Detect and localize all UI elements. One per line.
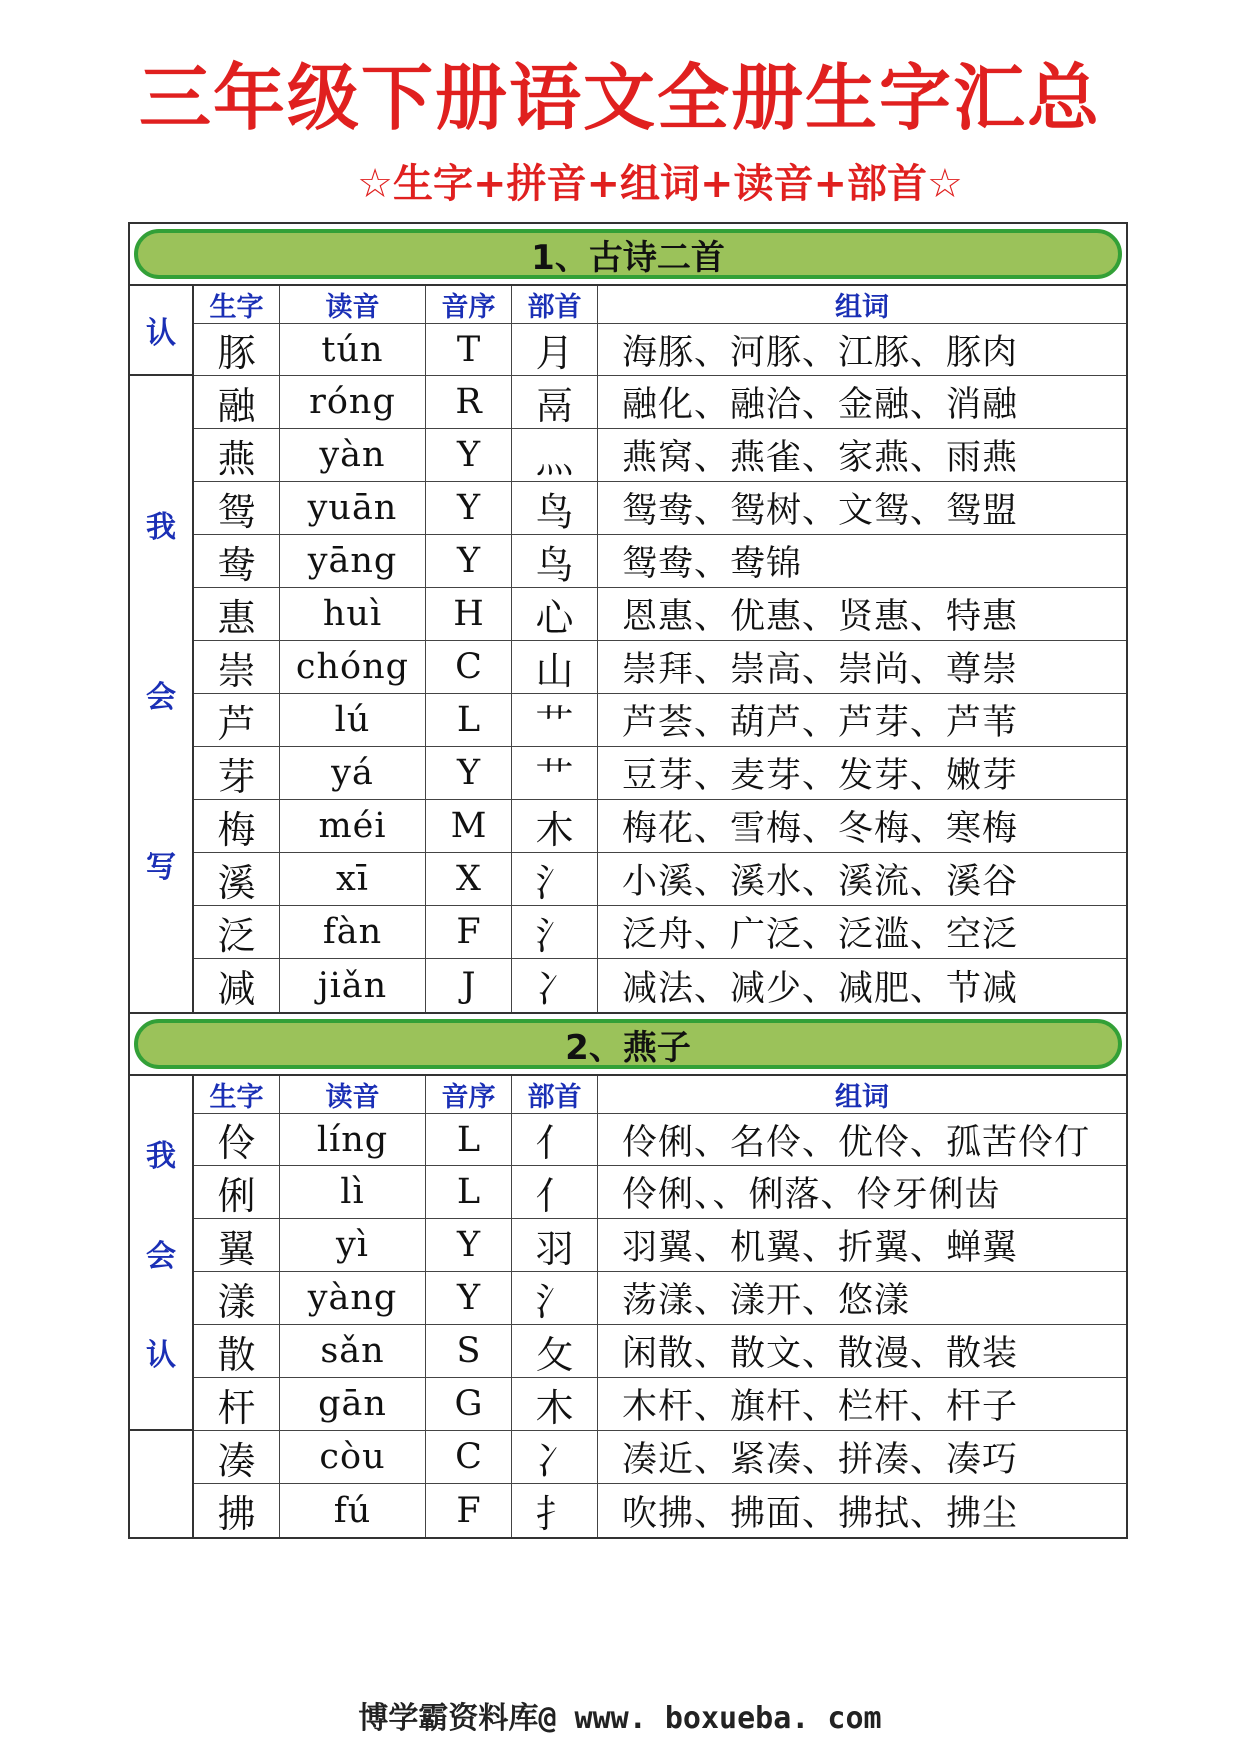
- group-label-char: 认: [146, 1337, 176, 1373]
- char-cell: 凑: [194, 1431, 280, 1483]
- table-row: [194, 853, 1126, 906]
- column-header-row: [194, 1076, 1126, 1114]
- column-header-words: 组词: [835, 1082, 889, 1113]
- index-cell: F: [426, 1484, 512, 1537]
- index-cell: L: [426, 1114, 512, 1165]
- radical-cell: 艹: [512, 747, 598, 799]
- pinyin-cell: xī: [280, 853, 426, 905]
- index-cell: G: [426, 1378, 512, 1430]
- radical-cell: 冫: [512, 959, 598, 1012]
- section-title: 1、古诗二首: [134, 229, 1122, 279]
- pinyin-cell: méi: [280, 800, 426, 852]
- row-group-label: [130, 1076, 192, 1431]
- footer-watermark: 博学霸资料库@ www. boxueba. com: [358, 1701, 882, 1736]
- char-cell: 泛: [194, 906, 280, 958]
- radical-cell: 艹: [512, 694, 598, 746]
- pinyin-cell: chóng: [280, 641, 426, 693]
- label-column: [130, 286, 194, 1012]
- radical-cell: 鸟: [512, 482, 598, 534]
- page-subtitle: ☆生字+拼音+组词+读音+部首☆: [357, 161, 963, 207]
- table-row: [194, 535, 1126, 588]
- table-row: [194, 800, 1126, 853]
- index-cell: R: [426, 376, 512, 428]
- table-row: [194, 1378, 1126, 1431]
- row-group-label: [130, 286, 192, 376]
- table-row: [194, 1484, 1126, 1537]
- table-row: [194, 747, 1126, 800]
- table-row: [194, 1431, 1126, 1484]
- radical-cell: 木: [512, 800, 598, 852]
- pinyin-cell: fú: [280, 1484, 426, 1537]
- table-row: [194, 324, 1126, 376]
- index-cell: L: [426, 694, 512, 746]
- table-row: [194, 1325, 1126, 1378]
- pinyin-cell: còu: [280, 1431, 426, 1483]
- words-cell: 凑近、紧凑、拼凑、凑巧: [622, 1440, 1019, 1480]
- char-cell: 减: [194, 959, 280, 1012]
- column-header-index: 音序: [426, 1076, 512, 1113]
- words-cell: 闲散、散文、散漫、散装: [622, 1334, 1019, 1374]
- words-cell: 荡漾、漾开、悠漾: [622, 1281, 911, 1321]
- radical-cell: 氵: [512, 853, 598, 905]
- radical-cell: 氵: [512, 906, 598, 958]
- index-cell: Y: [426, 1219, 512, 1271]
- words-cell: 小溪、溪水、溪流、溪谷: [622, 862, 1019, 902]
- index-cell: Y: [426, 482, 512, 534]
- words-cell: 崇拜、崇高、崇尚、尊崇: [622, 650, 1019, 690]
- pinyin-cell: yāng: [280, 535, 426, 587]
- column-header-words: 组词: [835, 292, 889, 323]
- words-cell: 鸳鸯、鸯锦: [622, 544, 803, 584]
- radical-cell: 鬲: [512, 376, 598, 428]
- table-row: [194, 641, 1126, 694]
- pinyin-cell: lú: [280, 694, 426, 746]
- index-cell: Y: [426, 535, 512, 587]
- column-header-radical: 部首: [512, 286, 598, 323]
- char-cell: 融: [194, 376, 280, 428]
- column-header-index: 音序: [426, 286, 512, 323]
- char-cell: 崇: [194, 641, 280, 693]
- radical-cell: 亻: [512, 1166, 598, 1218]
- radical-cell: 亻: [512, 1114, 598, 1165]
- words-cell: 燕窝、燕雀、家燕、雨燕: [622, 438, 1019, 478]
- rows-area: [194, 1076, 1126, 1537]
- section-header: [130, 1014, 1126, 1076]
- radical-cell: 氵: [512, 1272, 598, 1324]
- words-cell: 融化、融洽、金融、消融: [622, 385, 1019, 425]
- index-cell: C: [426, 1431, 512, 1483]
- section-header: [130, 224, 1126, 286]
- char-cell: 漾: [194, 1272, 280, 1324]
- pinyin-cell: yá: [280, 747, 426, 799]
- page-title: 三年级下册语文全册生字汇总: [138, 56, 1101, 140]
- char-cell: 鸳: [194, 482, 280, 534]
- column-header-char: 生字: [194, 1076, 280, 1113]
- table-row: [194, 906, 1126, 959]
- char-cell: 芽: [194, 747, 280, 799]
- table-row: [194, 694, 1126, 747]
- table-row: [194, 588, 1126, 641]
- char-cell: 鸯: [194, 535, 280, 587]
- words-cell: 恩惠、优惠、贤惠、特惠: [622, 597, 1019, 637]
- radical-cell: 灬: [512, 429, 598, 481]
- table-row: [194, 1272, 1126, 1325]
- column-header-row: [194, 286, 1126, 324]
- pinyin-cell: yì: [280, 1219, 426, 1271]
- table-row: [194, 1114, 1126, 1166]
- pinyin-cell: líng: [280, 1114, 426, 1165]
- table-row: [194, 482, 1126, 535]
- index-cell: F: [426, 906, 512, 958]
- pinyin-cell: tún: [280, 324, 426, 375]
- pinyin-cell: róng: [280, 376, 426, 428]
- pinyin-cell: yàng: [280, 1272, 426, 1324]
- words-cell: 豆芽、麦芽、发芽、嫩芽: [622, 756, 1019, 796]
- index-cell: C: [426, 641, 512, 693]
- group-label-char: 会: [146, 680, 176, 715]
- words-cell: 伶俐、名伶、优伶、孤苦伶仃: [622, 1122, 1091, 1163]
- row-group-label: [130, 376, 192, 1012]
- group-label-char: 会: [146, 1238, 176, 1274]
- index-cell: S: [426, 1325, 512, 1377]
- words-cell: 鸳鸯、鸳树、文鸳、鸳盟: [622, 491, 1019, 531]
- index-cell: X: [426, 853, 512, 905]
- radical-cell: 冫: [512, 1431, 598, 1483]
- table-row: [194, 429, 1126, 482]
- words-cell: 伶俐、、俐落、伶牙俐齿: [622, 1175, 1001, 1215]
- table-row: [194, 1166, 1126, 1219]
- radical-cell: 山: [512, 641, 598, 693]
- group-label-char: 我: [146, 1139, 176, 1175]
- column-header-char: 生字: [194, 286, 280, 323]
- char-cell: 拂: [194, 1484, 280, 1537]
- table-row: [194, 1219, 1126, 1272]
- char-cell: 惠: [194, 588, 280, 640]
- radical-cell: 鸟: [512, 535, 598, 587]
- pinyin-cell: yuān: [280, 482, 426, 534]
- label-column: [130, 1076, 194, 1537]
- column-header-pinyin: 读音: [280, 1076, 426, 1113]
- group-label-char: 我: [146, 510, 176, 545]
- char-cell: 燕: [194, 429, 280, 481]
- char-cell: 梅: [194, 800, 280, 852]
- radical-cell: 木: [512, 1378, 598, 1430]
- words-cell: 木杆、旗杆、栏杆、杆子: [622, 1387, 1019, 1427]
- column-header-radical: 部首: [512, 1076, 598, 1113]
- words-cell: 海豚、河豚、江豚、豚肉: [622, 332, 1019, 373]
- pinyin-cell: gān: [280, 1378, 426, 1430]
- section-title: 2、燕子: [134, 1019, 1122, 1069]
- char-cell: 溪: [194, 853, 280, 905]
- index-cell: Y: [426, 429, 512, 481]
- pinyin-cell: huì: [280, 588, 426, 640]
- words-cell: 梅花、雪梅、冬梅、寒梅: [622, 809, 1019, 849]
- index-cell: T: [426, 324, 512, 375]
- radical-cell: 羽: [512, 1219, 598, 1271]
- radical-cell: 攵: [512, 1325, 598, 1377]
- words-cell: 羽翼、机翼、折翼、蝉翼: [622, 1228, 1019, 1268]
- char-cell: 俐: [194, 1166, 280, 1218]
- char-cell: 散: [194, 1325, 280, 1377]
- table-row: [194, 376, 1126, 429]
- section-grid: [130, 286, 1126, 1014]
- words-cell: 泛舟、广泛、泛滥、空泛: [622, 915, 1019, 955]
- character-table: [128, 222, 1128, 1539]
- row-group-label: [130, 1431, 192, 1537]
- pinyin-cell: jiǎn: [280, 959, 426, 1012]
- pinyin-cell: sǎn: [280, 1325, 426, 1377]
- pinyin-cell: yàn: [280, 429, 426, 481]
- column-header-pinyin: 读音: [280, 286, 426, 323]
- index-cell: Y: [426, 1272, 512, 1324]
- char-cell: 芦: [194, 694, 280, 746]
- char-cell: 豚: [194, 324, 280, 375]
- index-cell: L: [426, 1166, 512, 1218]
- radical-cell: 扌: [512, 1484, 598, 1537]
- pinyin-cell: lì: [280, 1166, 426, 1218]
- char-cell: 杆: [194, 1378, 280, 1430]
- pinyin-cell: fàn: [280, 906, 426, 958]
- index-cell: Y: [426, 747, 512, 799]
- words-cell: 吹拂、拂面、拂拭、拂尘: [622, 1493, 1019, 1534]
- words-cell: 芦荟、葫芦、芦芽、芦苇: [622, 703, 1019, 743]
- group-label-char: 写: [146, 850, 176, 885]
- char-cell: 翼: [194, 1219, 280, 1271]
- group-label-char: 认: [146, 316, 176, 351]
- table-row: [194, 959, 1126, 1012]
- radical-cell: 心: [512, 588, 598, 640]
- index-cell: J: [426, 959, 512, 1012]
- index-cell: M: [426, 800, 512, 852]
- index-cell: H: [426, 588, 512, 640]
- words-cell: 减法、减少、减肥、节减: [622, 968, 1019, 1009]
- char-cell: 伶: [194, 1114, 280, 1165]
- rows-area: [194, 286, 1126, 1012]
- section-grid: [130, 1076, 1126, 1537]
- radical-cell: 月: [512, 324, 598, 375]
